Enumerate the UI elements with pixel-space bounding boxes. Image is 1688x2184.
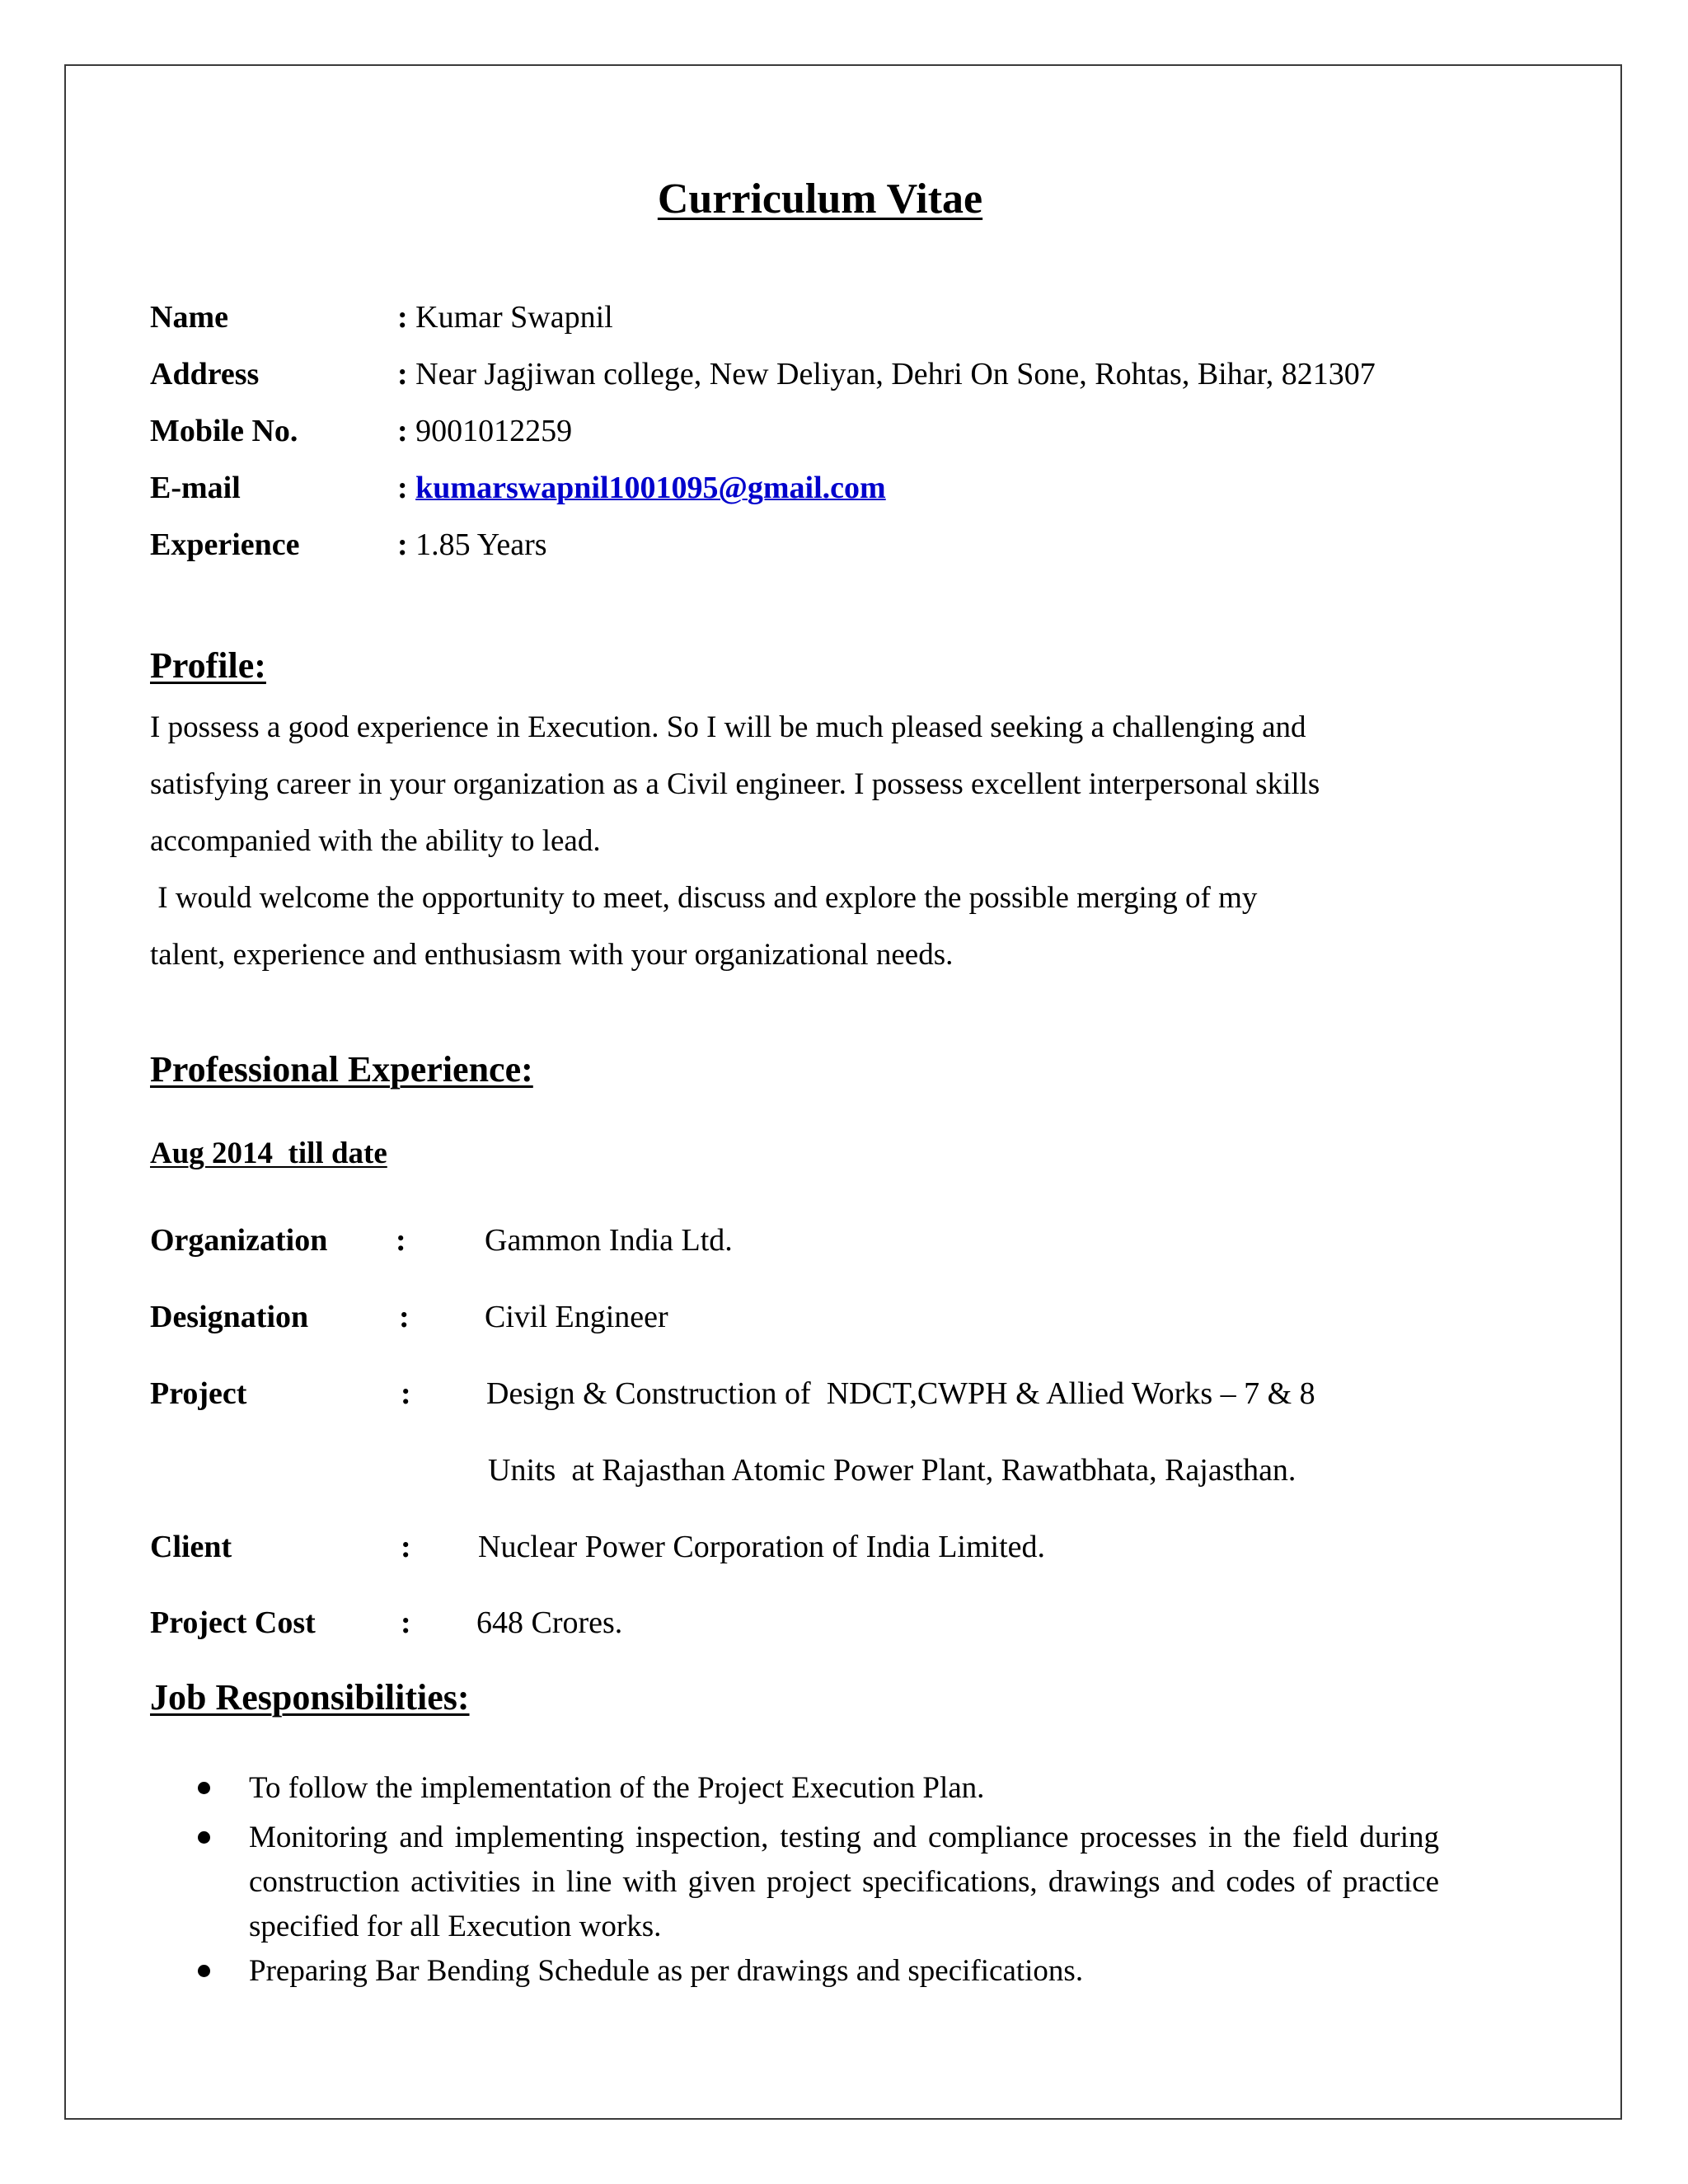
client-colon: : (401, 1530, 411, 1564)
profile-line: I possess a good experience in Execution. So I will be much pleased seeking a challenging and (150, 710, 1306, 744)
list-item (198, 1949, 1439, 1993)
designation-label: Designation (150, 1300, 309, 1334)
job-responsibilities-heading: Job Responsibilities: (150, 1677, 470, 1718)
mobile-colon: : (397, 414, 408, 448)
mobile-value: 9001012259 (415, 414, 573, 448)
organization-colon: : (396, 1223, 406, 1258)
designation-colon: : (399, 1300, 410, 1334)
list-item (198, 1816, 1439, 1949)
email-label: E-mail (150, 471, 241, 505)
project-colon: : (401, 1376, 411, 1411)
name-value-row (397, 299, 613, 335)
professional-experience-heading: Professional Experience: (150, 1049, 533, 1090)
document-title: Curriculum Vitae (657, 176, 983, 223)
profile-line: satisfying career in your organization as a Civil engineer. I possess excellent interpersonal skills (150, 767, 1320, 801)
project-cost-value: 648 Crores. (476, 1605, 623, 1640)
list-item (198, 1766, 1439, 1810)
responsibilities-list (198, 1766, 1439, 1993)
project-label: Project (150, 1376, 247, 1411)
name-colon: : (397, 300, 408, 335)
responsibility-text: Preparing Bar Bending Schedule as per drawings and specifications. (249, 1954, 1084, 1988)
profile-line: I would welcome the opportunity to meet, discuss and explore the possible merging of my (150, 881, 1258, 915)
experience-value: 1.85 Years (415, 527, 547, 562)
profile-line: talent, experience and enthusiasm with your organizational needs. (150, 938, 954, 972)
address-label: Address (150, 357, 260, 391)
responsibility-text: Monitoring and implementing inspection, testing and compliance processes in the field during construction activities in line with given project specifications, drawings and codes of practice specified for all Execution works. (249, 1821, 1439, 1943)
project-value-continued: Units at Rajasthan Atomic Power Plant, Rawatbhata, Rajasthan. (488, 1453, 1296, 1488)
designation-value: Civil Engineer (485, 1300, 668, 1334)
email-link[interactable]: kumarswapnil1001095@gmail.com (415, 471, 886, 505)
name-label: Name (150, 300, 228, 335)
experience-value-row (397, 527, 547, 563)
email-colon: : (397, 471, 408, 505)
experience-period: Aug 2014 till date (150, 1137, 387, 1170)
project-cost-colon: : (401, 1605, 411, 1640)
profile-line: accompanied with the ability to lead. (150, 824, 601, 858)
address-value-row (397, 356, 1376, 392)
responsibility-text: To follow the implementation of the Project Execution Plan. (249, 1771, 985, 1805)
bullet-icon (198, 1831, 210, 1844)
mobile-value-row (397, 413, 572, 449)
experience-label: Experience (150, 527, 300, 562)
organization-label: Organization (150, 1223, 328, 1258)
project-cost-label: Project Cost (150, 1605, 316, 1640)
profile-heading: Profile: (150, 645, 266, 686)
email-value-row (397, 470, 886, 506)
bullet-icon (198, 1782, 210, 1794)
organization-value: Gammon India Ltd. (485, 1223, 733, 1258)
bullet-icon (198, 1965, 210, 1977)
client-label: Client (150, 1530, 232, 1564)
client-value: Nuclear Power Corporation of India Limited. (478, 1530, 1046, 1564)
project-value: Design & Construction of NDCT,CWPH & Allied Works – 7 & 8 (486, 1376, 1315, 1411)
experience-colon: : (397, 527, 408, 562)
name-value: Kumar Swapnil (415, 300, 613, 335)
mobile-label: Mobile No. (150, 414, 298, 448)
address-colon: : (397, 357, 408, 391)
address-value: Near Jagjiwan college, New Deliyan, Dehri On Sone, Rohtas, Bihar, 821307 (415, 357, 1376, 391)
